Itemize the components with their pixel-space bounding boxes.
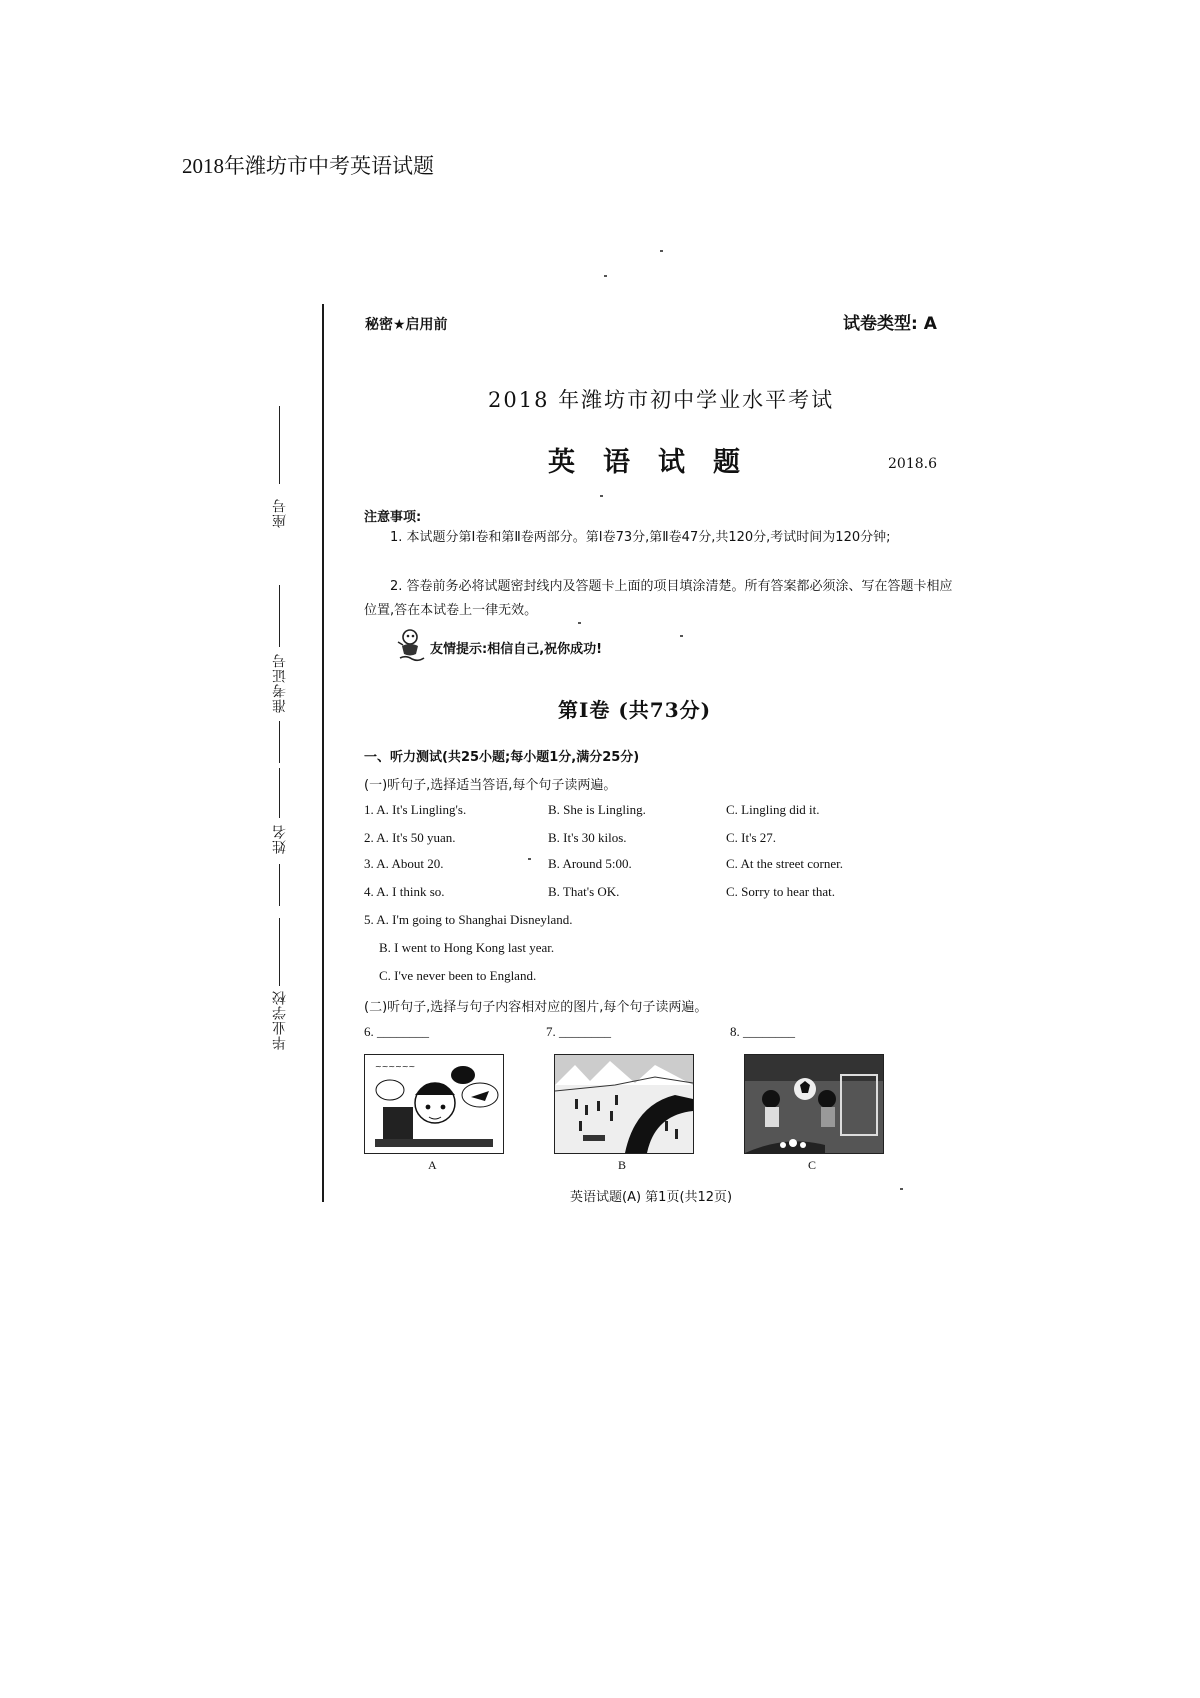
picture-label-a: A (428, 1158, 437, 1172)
paper-type: 试卷类型: A (843, 314, 937, 334)
exam-title: 2018 年潍坊市初中学业水平考试 (488, 388, 835, 412)
q3-option-c: C. At the street corner. (726, 856, 843, 871)
listening-section-heading: 一、听力测试(共25小题;每小题1分,满分25分) (364, 750, 640, 765)
q5-option-c: C. I've never been to England. (379, 968, 537, 983)
q1-option-b: B. She is Lingling. (548, 802, 646, 817)
q3-option-b: B. Around 5:00. (548, 856, 632, 871)
q3-option-a: 3. A. About 20. (364, 856, 444, 871)
notice-heading: 注意事项: (364, 510, 422, 525)
seat-number-label: 座号 (272, 498, 288, 528)
name-label: 姓名 (272, 824, 288, 854)
part1-heading: (一)听句子,选择适当答语,每个句子读两遍。 (364, 778, 617, 793)
exam-date: 2018.6 (888, 456, 937, 472)
q2-option-c: C. It's 27. (726, 830, 777, 845)
secret-mark: 秘密★启用前 (365, 317, 448, 333)
answer-blank-6: 6. ________ (364, 1024, 429, 1039)
notice-item-2: 2. 答卷前务必将试题密封线内及答题卡上面的项目填涂清楚。所有答案都必须涂、写在答题卡相应位置,答在本试卷上一律无效。 (364, 579, 953, 618)
q5-option-b: B. I went to Hong Kong last year. (379, 940, 555, 955)
q4-option-b: B. That's OK. (548, 884, 620, 899)
exam-id-label: 准考证号 (272, 653, 288, 713)
volume-title: 第Ⅰ卷 (共73分) (558, 698, 712, 722)
binding-line (322, 304, 324, 1202)
picture-label-b: B (618, 1158, 627, 1172)
q2-option-b: B. It's 30 kilos. (548, 830, 627, 845)
seat-number-field (268, 406, 292, 536)
encouragement-tip: 友情提示:相信自己,祝你成功! (430, 642, 603, 657)
scan-speck (660, 250, 663, 252)
school-label: 毕业学校 (272, 990, 288, 1050)
q4-option-c: C. Sorry to hear that. (726, 884, 836, 899)
school-field (268, 918, 292, 1058)
scan-speck (600, 495, 603, 497)
scan-speck (578, 622, 581, 624)
notice-item-1: 1. 本试题分第Ⅰ卷和第Ⅱ卷两部分。第Ⅰ卷73分,第Ⅱ卷47分,共120分,考试时间为120分钟; (390, 530, 891, 545)
part2-heading: (二)听句子,选择与句子内容相对应的图片,每个句子读两遍。 (364, 1000, 708, 1015)
answer-blank-7: 7. ________ (546, 1024, 611, 1039)
name-field (268, 768, 292, 898)
q5-option-a: 5. A. I'm going to Shanghai Disneyland. (364, 912, 573, 927)
scan-speck (604, 275, 607, 277)
page-footer: 英语试题(A) 第1页(共12页) (570, 1190, 733, 1205)
subject-title: 英语试题 (548, 447, 768, 478)
q2-option-a: 2. A. It's 50 yuan. (364, 830, 456, 845)
mascot-icon (394, 628, 428, 666)
q1-option-c: C. Lingling did it. (726, 802, 820, 817)
answer-blank-8: 8. ________ (730, 1024, 795, 1039)
svg-text:~~~~~~: ~~~~~~ (375, 1062, 416, 1071)
exam-id-field (268, 585, 292, 765)
picture-c (744, 1054, 884, 1154)
scan-speck (528, 858, 531, 860)
q4-option-a: 4. A. I think so. (364, 884, 445, 899)
q1-option-a: 1. A. It's Lingling's. (364, 802, 467, 817)
picture-a (364, 1054, 504, 1154)
document-title: 2018年潍坊市中考英语试题 (182, 154, 434, 178)
picture-b (554, 1054, 694, 1154)
scan-speck (900, 1188, 903, 1190)
picture-label-c: C (808, 1158, 817, 1172)
scan-speck (680, 635, 683, 637)
